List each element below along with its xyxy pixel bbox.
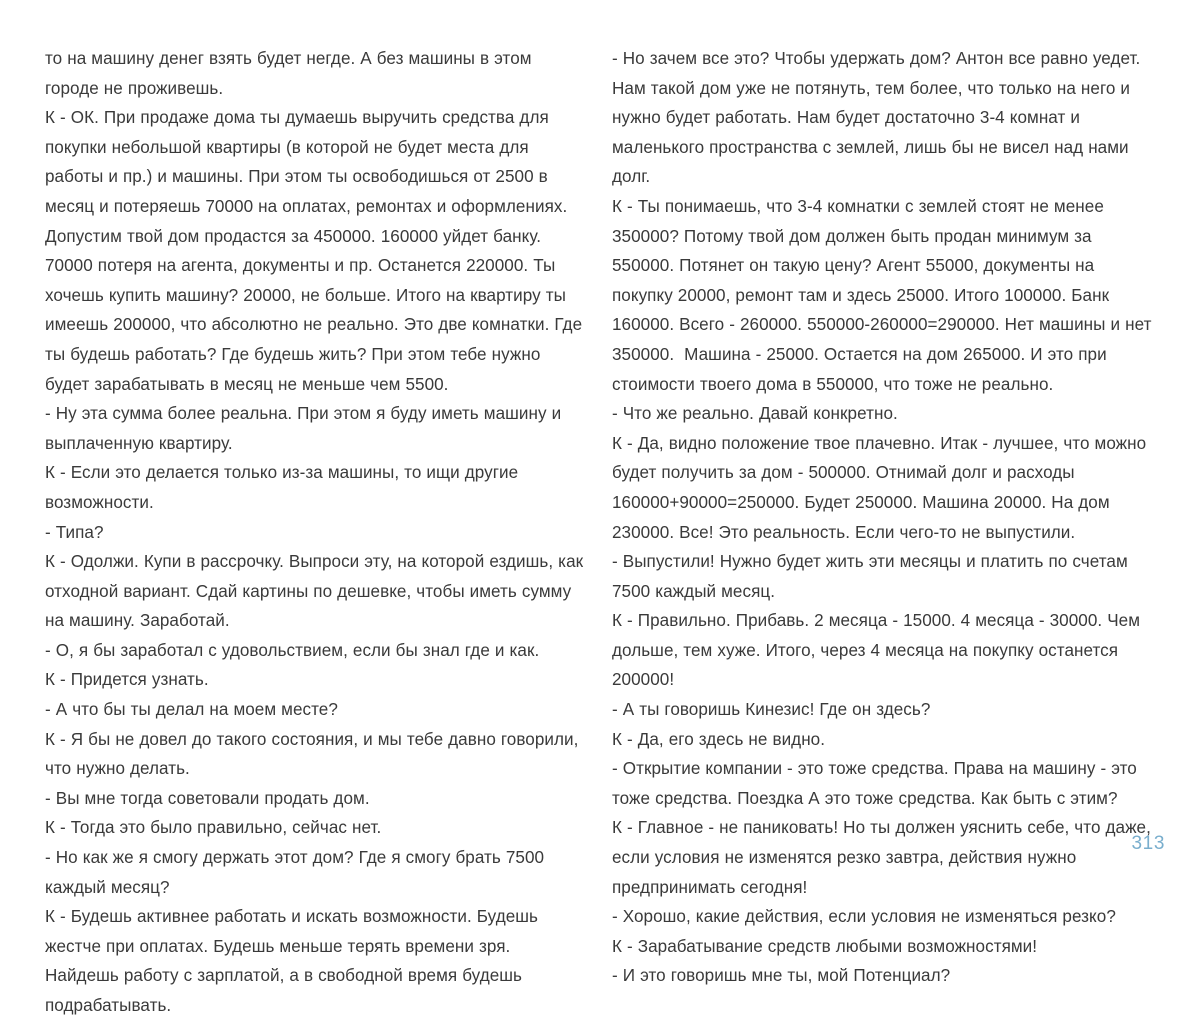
body-paragraph: К - Одолжи. Купи в рассрочку. Выпроси эту, на которой ездишь, как отходной вариант. Сдай картины по дешевке, чтобы иметь сумму на машину. Заработай. <box>45 552 589 631</box>
body-paragraph: - Выпустили! Нужно будет жить эти месяцы и платить по счетам 7500 каждый месяц. <box>612 552 1133 601</box>
body-paragraph: - И это говоришь мне ты, мой Потенциал? <box>612 966 951 986</box>
body-paragraph: К - Да, его здесь не видно. <box>612 729 826 749</box>
body-paragraph: К - Тогда это было правильно, сейчас нет. <box>45 818 382 838</box>
body-paragraph: - А что бы ты делал на моем месте? <box>45 700 338 720</box>
body-paragraph: К - Зарабатывание средств любыми возможностями! <box>612 936 1038 956</box>
body-paragraph: - Но как же я смогу держать этот дом? Где я смогу брать 7500 каждый месяц? <box>45 848 550 897</box>
body-paragraph: К - Придется узнать. <box>45 670 209 690</box>
body-paragraph: - Хорошо, какие действия, если условия не изменяться резко? <box>612 907 1116 927</box>
body-paragraph: - Типа? <box>45 522 104 542</box>
body-paragraph: К - Если это делается только из-за машины, то ищи другие возможности. <box>45 463 524 512</box>
body-paragraph: - Но зачем все это? Чтобы удержать дом? Антон все равно уедет. Нам такой дом уже не потянуть, тем более, что только на него и нужно будет работать. Нам будет достаточно 3-4 комнат и маленького пространства с землей, лишь бы не висел над нами долг. <box>612 49 1146 187</box>
body-paragraph: К - Правильно. Прибавь. 2 месяца - 15000. 4 месяца - 30000. Чем дольше, тем хуже. Итого, через 4 месяца на покупку останется 200000! <box>612 611 1146 690</box>
body-paragraph: - Открытие компании - это тоже средства. Права на машину - это тоже средства. Поездка А это тоже средства. Как быть с этим? <box>612 759 1142 808</box>
body-paragraph: - О, я бы заработал с удовольствием, если бы знал где и как. <box>45 640 540 660</box>
body-paragraph: - Ну эта сумма более реальна. При этом я буду иметь машину и выплаченную квартиру. <box>45 404 567 453</box>
body-paragraph: К - ОК. При продаже дома ты думаешь выручить средства для покупки небольшой квартиры (в которой не будет места для работы и пр.) и машины. При этом ты освободишься от 2500 в месяц и потеряешь 70000 на оплатах, ремонтах и оформлениях. Допустим твой дом продастся за 450000. 160000 уйдет банку. 70000 потеря на агента, документы и пр. Останется 220000. Ты хочешь купить машину? 20000, не больше. Итого на квартиру ты имеешь 200000, что абсолютно не реально. Это две комнатки. Где ты будешь работать? Где будешь жить? При этом тебе нужно будет зарабатывать в месяц не меньше чем 5500. <box>45 108 588 394</box>
body-paragraph: К - Главное - не паниковать! Но ты должен уяснить себе, что даже, если условия не изменятся резко завтра, действия нужно предпринимать сегодня! <box>612 818 1156 897</box>
body-paragraph: - Вы мне тогда советовали продать дом. <box>45 788 370 808</box>
body-paragraph: К - Да, видно положение твое плачевно. Итак - лучшее, что можно будет получить за дом - 500000. Отнимай долг и расходы 160000+90000=250000. Будет 250000. Машина 20000. На дом 230000. Все! Это реальность. Если чего-то не выпустили. <box>612 433 1152 542</box>
body-paragraph: К - Я бы не довел до такого состояния, и мы тебе давно говорили, что нужно делать. <box>45 729 584 779</box>
body-paragraph: то на машину денег взять будет негде. А без машины в этом городе не проживешь. <box>45 49 537 98</box>
text-column-right <box>612 44 1157 991</box>
body-paragraph: К - Будешь активнее работать и искать возможности. Будешь жестче при оплатах. Будешь меньше терять времени зря. Найдешь работу с зарплатой, а в свободной время будешь подрабатывать. <box>45 907 543 1015</box>
text-column-left <box>45 44 587 1021</box>
body-paragraph: К - Ты понимаешь, что 3-4 комнатки с землей стоят не менее 350000? Потому твой дом должен быть продан минимум за 550000. Потянет он такую цену? Агент 55000, документы на покупку 20000, ремонт там и здесь 25000. Итого 100000. Банк 160000. Всего - 260000. 550000-260000=290000. Нет машины и нет 350000. Машина - 25000. Остается на дом 265000. И это при стоимости твоего дома в 550000, что тоже не реально. <box>612 196 1157 394</box>
page-number: 313 <box>1131 833 1165 854</box>
body-paragraph: - Что же реально. Давай конкретно. <box>612 404 898 424</box>
body-paragraph: - А ты говоришь Кинезис! Где он здесь? <box>612 700 931 720</box>
